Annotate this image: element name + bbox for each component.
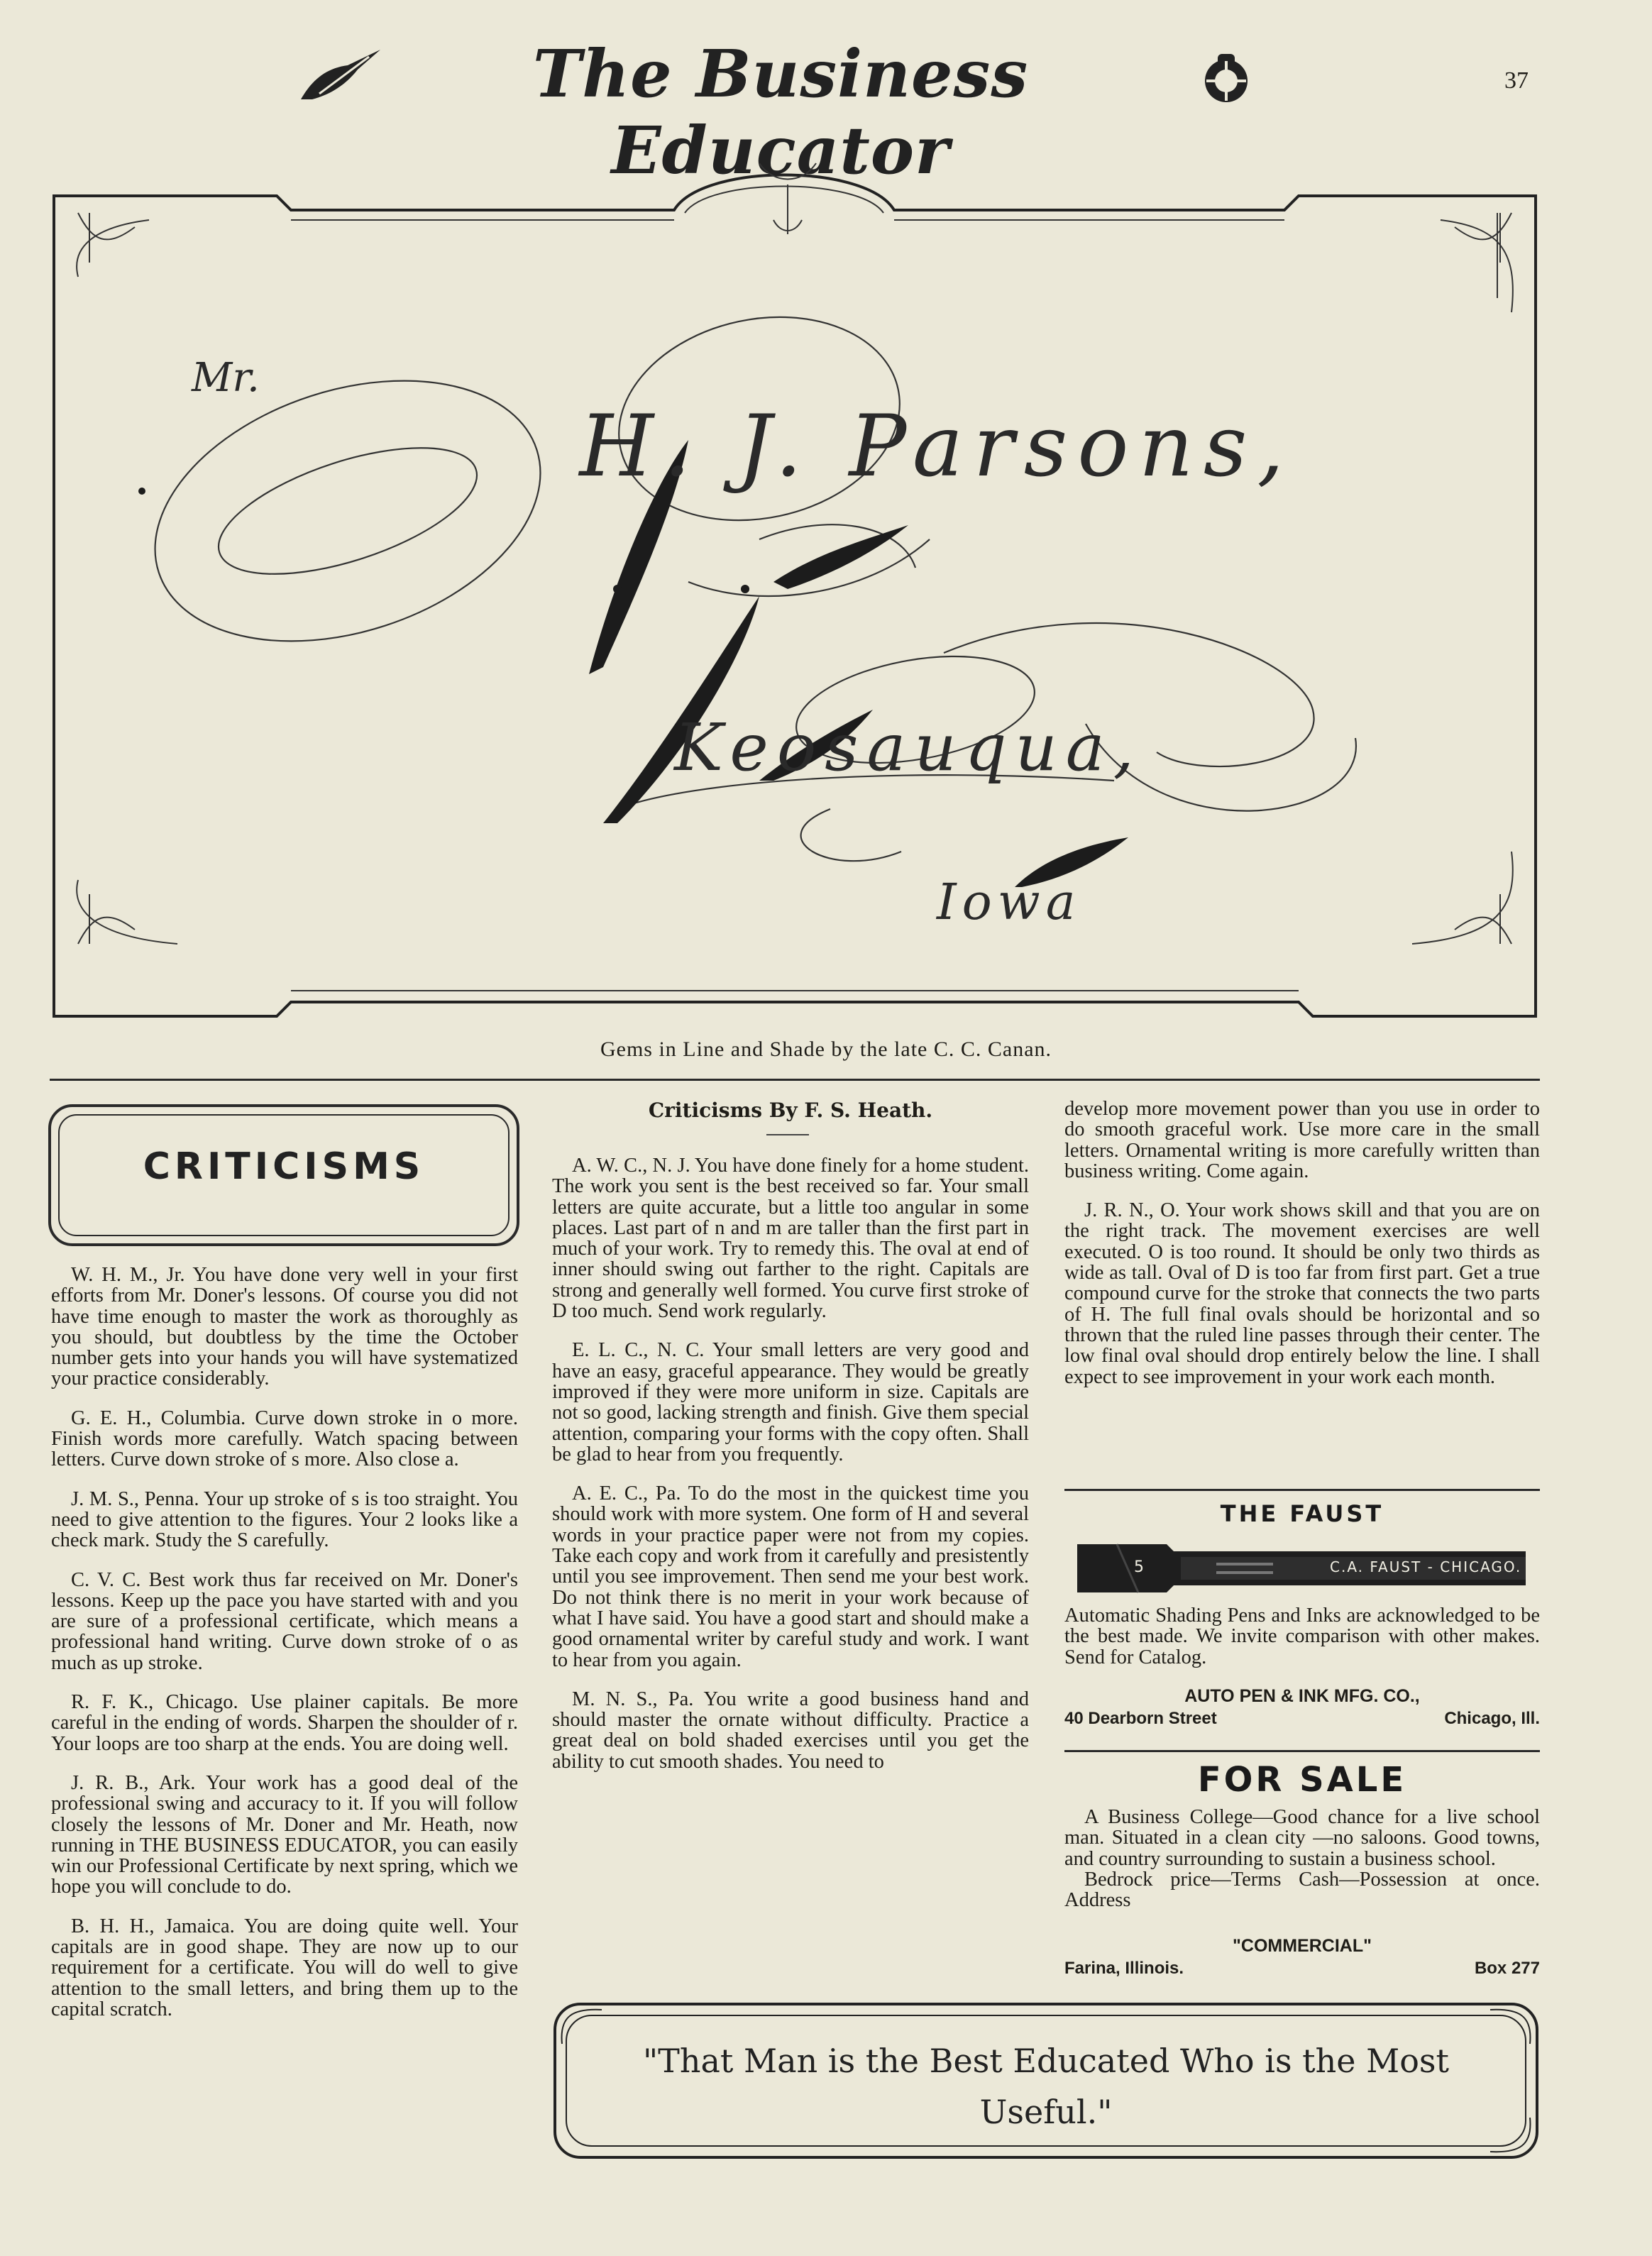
faust-address: 40 Dearborn Street	[1064, 1709, 1217, 1728]
card-salutation: Mr.	[192, 355, 260, 401]
faust-pen-illustration	[1074, 1541, 1529, 1595]
criticism-entry: A. E. C., Pa. To do the most in the quickest time you should work with more system. One form of H and several words in your practice paper were not from my copies. Take each copy and work from it carefully and presistently until you see improvement. Then send me your best work. Do not think there is no merit in your work because of what I have said. You have a good start and should make a good ornamental writer by careful study and work. I want to hear from you again.	[552, 1482, 1029, 1671]
criticism-entry: W. H. M., Jr. You have done very well in your first efforts from Mr. Doner's lessons. Of course you did not have time enough to master the work as thoroughly as you should, but doubtless by the time the October number gets into your hands you will have systematized your practice considerably.	[51, 1264, 518, 1390]
criticism-entry: J. M. S., Penna. Your up stroke of s is too straight. You need to give attention to the figures. Your 2 looks like a check mark. Study the S carefully.	[51, 1487, 518, 1552]
for-sale-box: Box 277	[1474, 1959, 1540, 1978]
for-sale-body	[1064, 1807, 1540, 1910]
column-1	[51, 1265, 518, 2038]
masthead-title: The Business Educator	[532, 35, 1029, 189]
criticism-entry: G. E. H., Columbia. Curve down stroke in o more. Finish words more carefully. Watch spacing between letters. Curve down stroke of s more. Also close a.	[51, 1407, 518, 1471]
pen-number: 5	[1134, 1558, 1144, 1576]
motto-text: "That Man is the Best Educated Who is the Most Useful."	[642, 2042, 1450, 2131]
faust-company: AUTO PEN & INK MFG. CO.,	[1184, 1686, 1420, 1706]
for-sale-town: Farina, Illinois.	[1064, 1959, 1184, 1978]
criticism-entry: J. R. B., Ark. Your work has a good deal of the professional swing and accuracy to it. If you will follow closely the lessons of Mr. Doner and Mr. Heath, now running in THE BUSINESS EDUCATOR, you can easily win our Professional Certificate by next spring, which we hope you will conclude to do.	[51, 1771, 518, 1898]
card-caption: Gems in Line and Shade by the late C. C. Canan.	[600, 1038, 1052, 1061]
criticism-entry-continued: develop more movement power than you use in order to do smooth graceful work. Use more care in the small letters. Ornamental writing is more carefully written than business writing. Come again.	[1064, 1098, 1540, 1182]
for-sale-terms: Bedrock price—Terms Cash—Possession at once. Address	[1064, 1868, 1540, 1912]
faust-ad-title: THE FAUST	[1220, 1500, 1384, 1527]
heath-criticisms-heading: Criticisms By F. S. Heath.	[648, 1099, 933, 1122]
ad-divider	[1064, 1489, 1540, 1491]
motto-box	[552, 2001, 1540, 2160]
criticism-entry: B. H. H., Jamaica. You are doing quite well. Your capitals are in good shape. They are now up to our requirement for a certificate. You will do well to give attention to the small letters, and bring them up to the capital scratch.	[51, 1915, 518, 2020]
criticisms-title-box	[48, 1104, 519, 1246]
card-city: Keosauqua,	[674, 710, 1142, 786]
card-name: H. J. Parsons,	[579, 397, 1294, 496]
faust-city: Chicago, Ill.	[1444, 1709, 1540, 1728]
heading-rule	[766, 1134, 809, 1135]
pen-imprint: C.A. FAUST - CHICAGO.	[1330, 1558, 1522, 1575]
faust-ad-body: Automatic Shading Pens and Inks are acknowledged to be the best made. We invite comparison with other makes. Send for Catalog.	[1064, 1605, 1540, 1668]
masthead	[0, 0, 1652, 189]
for-sale-addressee: "COMMERCIAL"	[1233, 1936, 1372, 1956]
for-sale-description: A Business College—Good chance for a live school man. Situated in a clean city —no saloons. Good towns, and country surrounding to sustain a business school.	[1064, 1806, 1540, 1870]
criticism-entry: J. R. N., O. Your work shows skill and that you are on the right track. The movement exercises are well executed. O is too round. It should be only two thirds as wide as tall. Oval of D is too far from first part. Get a true compound curve for the stroke that connects the two parts of H. The full final ovals should be horizontal and so thrown that the ruled line passes through their center. The low final oval should drop entirely below the line. I shall expect to see improvement in your work each month.	[1064, 1199, 1540, 1388]
criticism-entry: C. V. C. Best work thus far received on Mr. Doner's lessons. Keep up the pace you have started with and you are sure of a professional certificate, which means a professional hand writing. Curve down stroke of o as much as up stroke.	[51, 1568, 518, 1674]
penmanship-card	[50, 142, 1540, 1022]
criticism-entry: A. W. C., N. J. You have done finely for a home student. The work you sent is the best received so far. Your small letters are quite accurate, but a little too angular in some places. Last part of n and m are taller than the first part in much of your work. Try to remedy this. The oval at end of inner should swing out farther to the right. Capitals are strong and generally well formed. You curve first stroke of D too much. Send work regularly.	[552, 1155, 1029, 1323]
quill-pen-icon	[298, 44, 383, 104]
column-3	[1064, 1099, 1540, 1406]
inkwell-ornament-icon	[1198, 50, 1255, 106]
section-divider	[50, 1079, 1540, 1081]
ad-divider	[1064, 1750, 1540, 1752]
card-state: Iowa	[937, 873, 1081, 931]
criticism-entry: M. N. S., Pa. You write a good business hand and should master the ornate without difficulty. Practice a great deal on bold shaded exercises until you get the ability to cut smooth shades. You need to	[552, 1688, 1029, 1773]
criticism-entry: E. L. C., N. C. Your small letters are very good and have an easy, graceful appearance. They would be greatly improved if they were more uniform in size. Capitals are not so good, lacking strength and finish. Give them special attention, comparing your forms with the copy often. Shall be glad to hear from you frequently.	[552, 1339, 1029, 1465]
card-border	[50, 142, 1540, 1022]
column-2	[552, 1155, 1029, 1790]
criticism-entry: R. F. K., Chicago. Use plainer capitals. Be more careful in the ending of words. Sharpen the shoulder of r. Your loops are too sharp at the ends. You are doing well.	[51, 1691, 518, 1755]
criticisms-title: CRITICISMS	[143, 1145, 425, 1188]
page-number: 37	[1504, 67, 1529, 94]
for-sale-title: FOR SALE	[1197, 1760, 1407, 1800]
